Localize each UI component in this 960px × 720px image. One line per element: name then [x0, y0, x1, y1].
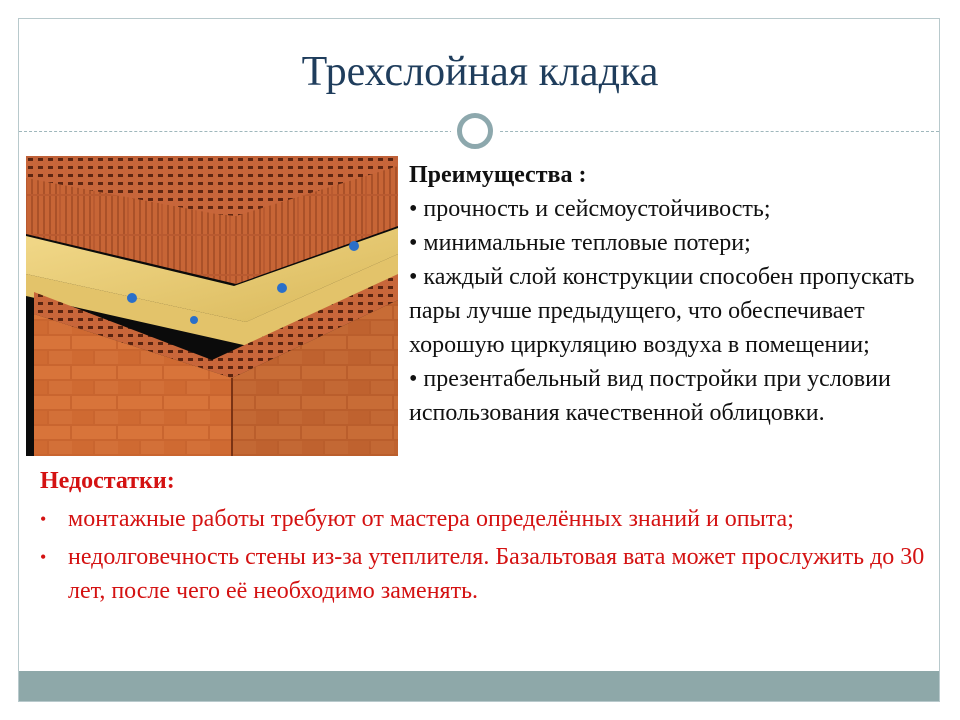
bottom-accent-bar — [19, 671, 939, 701]
three-layer-masonry-illustration-icon — [26, 156, 398, 456]
bullet-icon: • — [40, 509, 47, 529]
disadvantage-item — [40, 502, 930, 536]
disadvantage-item — [40, 540, 930, 608]
masonry-wall-image — [26, 156, 398, 456]
slide-title: Трехслойная кладка — [301, 49, 659, 95]
advantage-item: • прочность и сейсмоустойчивость; — [409, 196, 771, 222]
disadvantages-list — [40, 502, 930, 608]
disadvantage-text: монтажные работы требуют от мастера определённых знаний и опыта; — [68, 506, 794, 532]
disadvantages-heading: Недостатки: — [40, 468, 175, 494]
disadvantages-section — [40, 464, 930, 612]
advantage-item: • минимальные тепловые потери; — [409, 230, 751, 256]
decorative-ring-icon — [451, 107, 499, 155]
advantage-item: • каждый слой конструкции способен пропускать пары лучше предыдущего, что обеспечивает хорошую циркуляцию воздуха в помещении; — [409, 264, 915, 358]
advantages-section — [409, 158, 949, 430]
advantages-heading: Преимущества : — [409, 162, 587, 188]
bullet-icon: • — [40, 547, 47, 567]
advantage-item: • презентабельный вид постройки при условии использования качественной облицовки. — [409, 366, 891, 426]
disadvantage-text: недолговечность стены из-за утеплителя. Базальтовая вата может прослужить до 30 лет, после чего её необходимо заменять. — [68, 544, 925, 604]
